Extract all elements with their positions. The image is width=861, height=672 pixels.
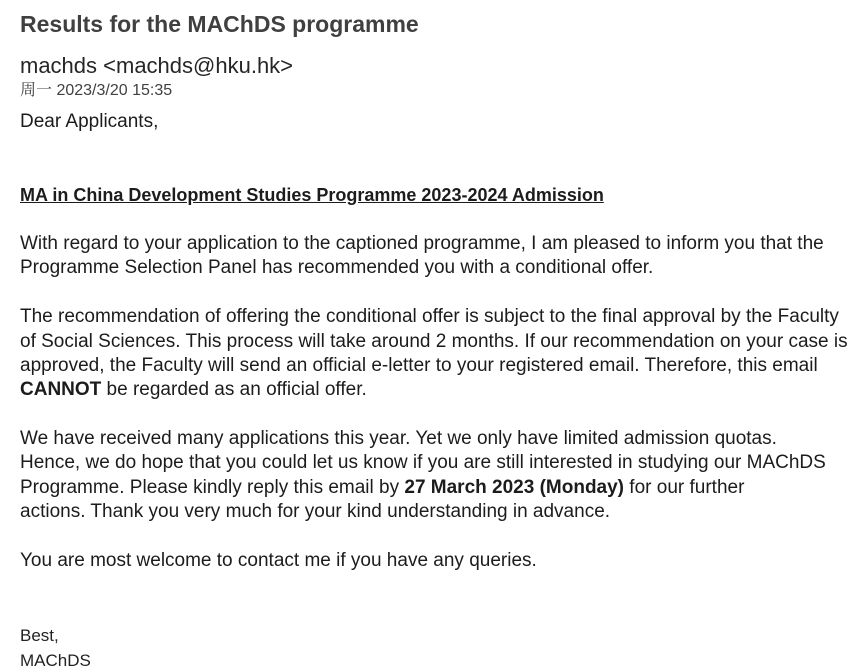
text-run: of Social Sciences. This process will take around 2 months. If our recommendation on your case is (20, 330, 848, 352)
text-run: for our further (624, 476, 745, 498)
text-run: Programme. Please kindly reply this email by (20, 476, 405, 498)
body-line (20, 476, 855, 500)
signature-block (20, 626, 91, 671)
text-run: The recommendation of offering the conditional offer is subject to the final approval by the Faculty (20, 306, 839, 328)
text-run: be regarded as an official offer. (101, 379, 367, 401)
body-line (20, 378, 855, 402)
text-run: You are most welcome to contact me if you have any queries. (20, 550, 537, 572)
body-line (20, 305, 855, 329)
body-line (20, 451, 855, 475)
bold-text: 27 March 2023 (Monday) (404, 476, 625, 498)
text-run: Hence, we do hope that you could let us know if you are still interested in studying our MAChDS (20, 452, 826, 474)
email-subject: Results for the MAChDS programme (20, 11, 419, 37)
text-run: actions. Thank you very much for your kind understanding in advance. (20, 501, 611, 523)
paragraph-application-result (20, 232, 855, 281)
body-line (20, 354, 855, 378)
greeting: Dear Applicants, (20, 111, 159, 132)
text-run: Programme Selection Panel has recommended you with a conditional offer. (20, 257, 654, 279)
signoff: Best, (20, 626, 59, 645)
sent-date: 周一 2023/3/20 15:35 (20, 82, 173, 99)
body-line (20, 500, 855, 524)
body-line (20, 232, 855, 256)
paragraph-approval-notice (20, 305, 855, 403)
body-line (20, 330, 855, 354)
text-run: We have received many applications this year. Yet we only have limited admission quotas. (20, 428, 777, 450)
text-run: approved, the Faculty will send an official e-letter to your registered email. Therefore, this email (20, 354, 818, 376)
signature-name: MAChDS (20, 651, 91, 670)
paragraph-contact (20, 549, 855, 573)
sender[interactable]: machds <machds@hku.hk> (20, 53, 294, 78)
body-heading: MA in China Development Studies Programme 2023-2024 Admission (20, 185, 604, 206)
body-line (20, 549, 855, 573)
email-body (20, 110, 855, 573)
body-line (20, 256, 855, 280)
text-run: With regard to your application to the captioned programme, I am pleased to inform you that the (20, 232, 824, 254)
bold-text: CANNOT (20, 379, 102, 401)
paragraph-reply-request (20, 427, 855, 525)
body-line (20, 427, 855, 451)
